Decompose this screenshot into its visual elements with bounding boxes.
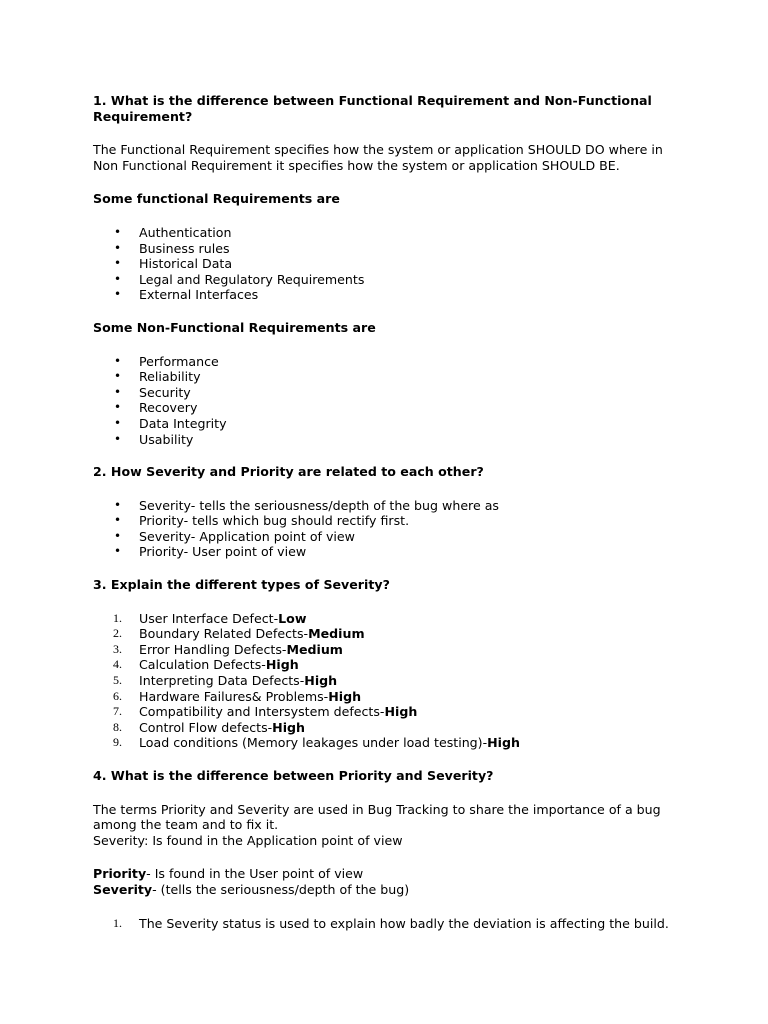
severity-definition <box>93 882 673 898</box>
list-item: • Performance <box>93 354 673 370</box>
list-item: • Priority- tells which bug should rectify first. <box>93 513 673 529</box>
defect-type: Calculation Defects- <box>139 657 266 673</box>
list-item <box>93 673 673 689</box>
list-item <box>93 626 673 642</box>
document-body <box>93 93 673 931</box>
severity-priority-list <box>93 498 673 560</box>
list-item: • Legal and Regulatory Requirements <box>93 272 673 288</box>
q4-severity-note: Severity: Is found in the Application point of view <box>93 832 403 848</box>
question-3-heading: 3. Explain the different types of Severity? <box>93 577 390 593</box>
severity-level: High <box>384 704 418 720</box>
list-item <box>93 735 673 751</box>
list-number: 1. <box>113 610 122 625</box>
severity-level: High <box>328 688 362 704</box>
q4-intro-paragraph: The terms Priority and Severity are used in Bug Tracking to share the importance of a bug among the team and to fix it. <box>93 801 661 833</box>
list-item: • Severity- Application point of view <box>93 529 673 545</box>
list-item: • Authentication <box>93 225 673 241</box>
severity-level: High <box>487 735 520 751</box>
defect-type: Load conditions (Memory leakages under load testing)- <box>139 735 488 751</box>
q1-answer-line-1: The Functional Requirement specifies how the system or application SHOULD DO where in <box>93 142 663 158</box>
priority-label: Priority <box>93 866 147 882</box>
list-item <box>93 657 673 673</box>
list-number: 8. <box>113 719 122 734</box>
list-item: • Historical Data <box>93 256 673 272</box>
list-item <box>93 642 673 658</box>
list-number: 3. <box>113 641 122 656</box>
list-item-text: The Severity status is used to explain how badly the deviation is affecting the build. <box>139 915 669 931</box>
functional-requirements-list <box>93 225 673 303</box>
list-number: 4. <box>113 657 122 672</box>
q1-answer-line-2: Non Functional Requirement it specifies how the system or application SHOULD BE. <box>93 157 620 173</box>
list-item: • Data Integrity <box>93 416 673 432</box>
priority-severity-list <box>93 916 673 932</box>
list-item <box>93 704 673 720</box>
list-number: 9. <box>113 735 122 750</box>
severity-level: Medium <box>286 641 343 657</box>
defect-type: User Interface Defect- <box>139 610 279 626</box>
defect-type: Boundary Related Defects- <box>139 626 309 642</box>
question-4-heading: 4. What is the difference between Priority and Severity? <box>93 768 494 783</box>
list-number: 5. <box>113 673 122 688</box>
list-item: • Severity- tells the seriousness/depth of the bug where as <box>93 498 673 514</box>
severity-level: High <box>272 719 306 735</box>
severity-level: Medium <box>308 626 365 642</box>
severity-types-list <box>93 611 673 751</box>
defect-type: Hardware Failures& Problems- <box>139 688 329 704</box>
list-item: • Reliability <box>93 369 673 385</box>
list-item <box>93 720 673 736</box>
functional-requirements-heading: Some functional Requirements are <box>93 191 340 207</box>
list-item: • Security <box>93 385 673 401</box>
defect-type: Error Handling Defects- <box>139 641 287 657</box>
nonfunctional-requirements-list <box>93 354 673 448</box>
list-item: • Priority- User point of view <box>93 544 673 560</box>
severity-level: Low <box>278 610 307 626</box>
list-item: • Business rules <box>93 241 673 257</box>
severity-level: High <box>265 657 299 673</box>
list-item <box>93 611 673 627</box>
question-1-heading: 1. What is the difference between Functional Requirement and Non-Functional Requirement? <box>93 93 652 124</box>
nonfunctional-requirements-heading: Some Non-Functional Requirements are <box>93 319 376 335</box>
list-item: • External Interfaces <box>93 287 673 303</box>
severity-text: - (tells the seriousness/depth of the bug) <box>152 881 410 897</box>
priority-definition <box>93 866 673 882</box>
question-2-heading: 2. How Severity and Priority are related to each other? <box>93 464 484 480</box>
list-item: • Usability <box>93 432 673 448</box>
list-item <box>93 916 673 932</box>
list-number: 1. <box>113 915 122 930</box>
defect-type: Control Flow defects- <box>139 719 273 735</box>
list-item <box>93 689 673 705</box>
list-number: 2. <box>113 626 122 641</box>
severity-level: High <box>304 673 338 689</box>
severity-label: Severity <box>93 881 153 897</box>
list-item: • Recovery <box>93 400 673 416</box>
list-number: 6. <box>113 688 122 703</box>
list-number: 7. <box>113 704 122 719</box>
defect-type: Compatibility and Intersystem defects- <box>139 704 385 720</box>
defect-type: Interpreting Data Defects- <box>139 673 305 689</box>
priority-text: - Is found in the User point of view <box>146 866 364 882</box>
